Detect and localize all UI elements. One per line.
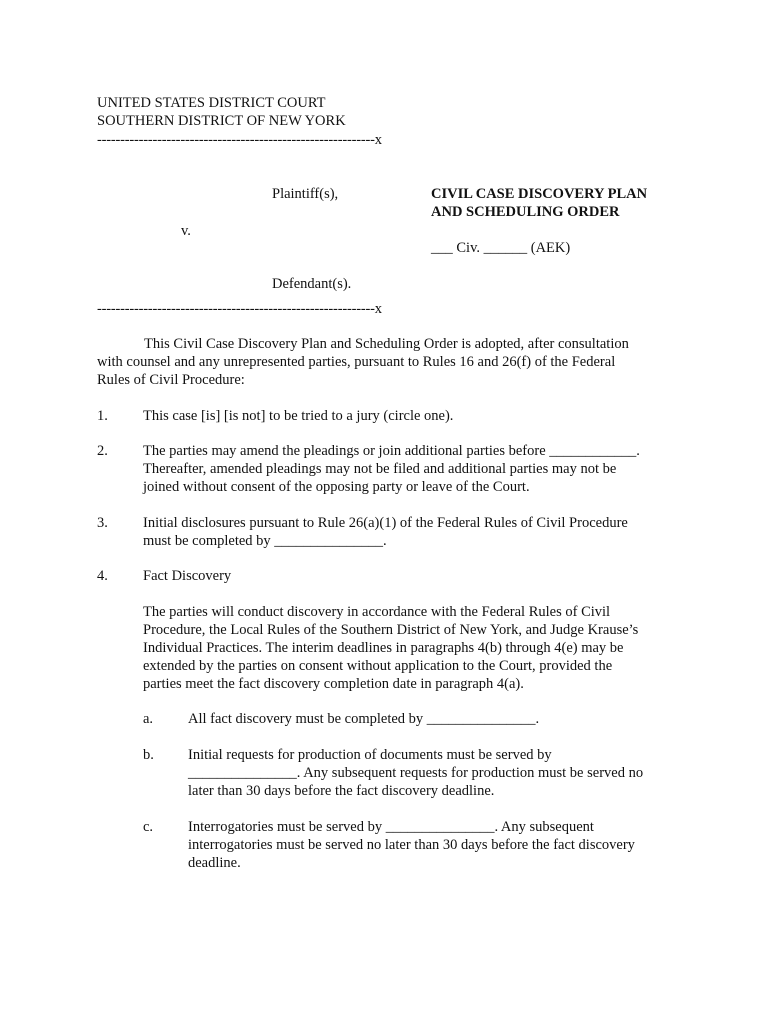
plaintiff-label: Plaintiff(s), <box>272 186 339 202</box>
item-1-line-1: This case [is] [is not] to be tried to a jury (circle one). <box>143 408 454 424</box>
intro-line-2: with counsel and any unrepresented parties, pursuant to Rules 16 and 26(f) of the Federal <box>97 354 616 370</box>
item-4-number: 4. <box>97 568 108 584</box>
court-name-line1: UNITED STATES DISTRICT COURT <box>97 95 326 111</box>
subitem-c-line-1: Interrogatories must be served by _______________. Any subsequent <box>188 819 594 835</box>
subitem-c-line-3: deadline. <box>188 855 241 871</box>
subitem-b-line-3: later than 30 days before the fact discovery deadline. <box>188 783 495 799</box>
fact-discovery-line-2: Procedure, the Local Rules of the Southern District of New York, and Judge Krause’s <box>143 622 639 638</box>
fact-discovery-line-4: extended by the parties on consent without application to the Court, provided the <box>143 658 613 674</box>
item-4-title: Fact Discovery <box>143 568 232 584</box>
fact-discovery-line-1: The parties will conduct discovery in accordance with the Federal Rules of Civil <box>143 604 611 620</box>
intro-line-3: Rules of Civil Procedure: <box>97 372 245 388</box>
defendant-label: Defendant(s). <box>272 276 352 292</box>
item-3-line-1: Initial disclosures pursuant to Rule 26(a)(1) of the Federal Rules of Civil Procedure <box>143 515 628 531</box>
item-2-number: 2. <box>97 443 108 459</box>
court-name-line2: SOUTHERN DISTRICT OF NEW YORK <box>97 113 346 129</box>
item-1-number: 1. <box>97 408 108 424</box>
fact-discovery-line-3: Individual Practices. The interim deadlines in paragraphs 4(b) through 4(e) may be <box>143 640 624 656</box>
item-3-number: 3. <box>97 515 108 531</box>
item-3-line-2: must be completed by _______________. <box>143 533 387 549</box>
document-title-line1: CIVIL CASE DISCOVERY PLAN <box>431 186 648 202</box>
fact-discovery-line-5: parties meet the fact discovery completion date in paragraph 4(a). <box>143 676 524 692</box>
subitem-a-letter: a. <box>143 711 154 727</box>
subitem-c-line-2: interrogatories must be served no later than 30 days before the fact discovery <box>188 837 635 853</box>
subitem-b-letter: b. <box>143 747 154 763</box>
caption-separator-top: ------------------------------------------------------------x <box>97 132 382 148</box>
versus-label: v. <box>181 223 191 239</box>
item-2-line-1: The parties may amend the pleadings or join additional parties before ____________. <box>143 443 640 459</box>
subitem-b-line-2: _______________. Any subsequent requests for production must be served no <box>188 765 644 781</box>
item-2-line-3: joined without consent of the opposing party or leave of the Court. <box>143 479 530 495</box>
document-title-line2: AND SCHEDULING ORDER <box>431 204 620 220</box>
subitem-a-line-1: All fact discovery must be completed by _______________. <box>188 711 540 727</box>
subitem-c-letter: c. <box>143 819 154 835</box>
case-number: ___ Civ. ______ (AEK) <box>431 240 571 256</box>
caption-separator-bottom: ------------------------------------------------------------x <box>97 301 382 317</box>
subitem-b-line-1: Initial requests for production of documents must be served by <box>188 747 552 763</box>
intro-line-1: This Civil Case Discovery Plan and Scheduling Order is adopted, after consultation <box>144 336 629 352</box>
item-2-line-2: Thereafter, amended pleadings may not be filed and additional parties may not be <box>143 461 617 477</box>
